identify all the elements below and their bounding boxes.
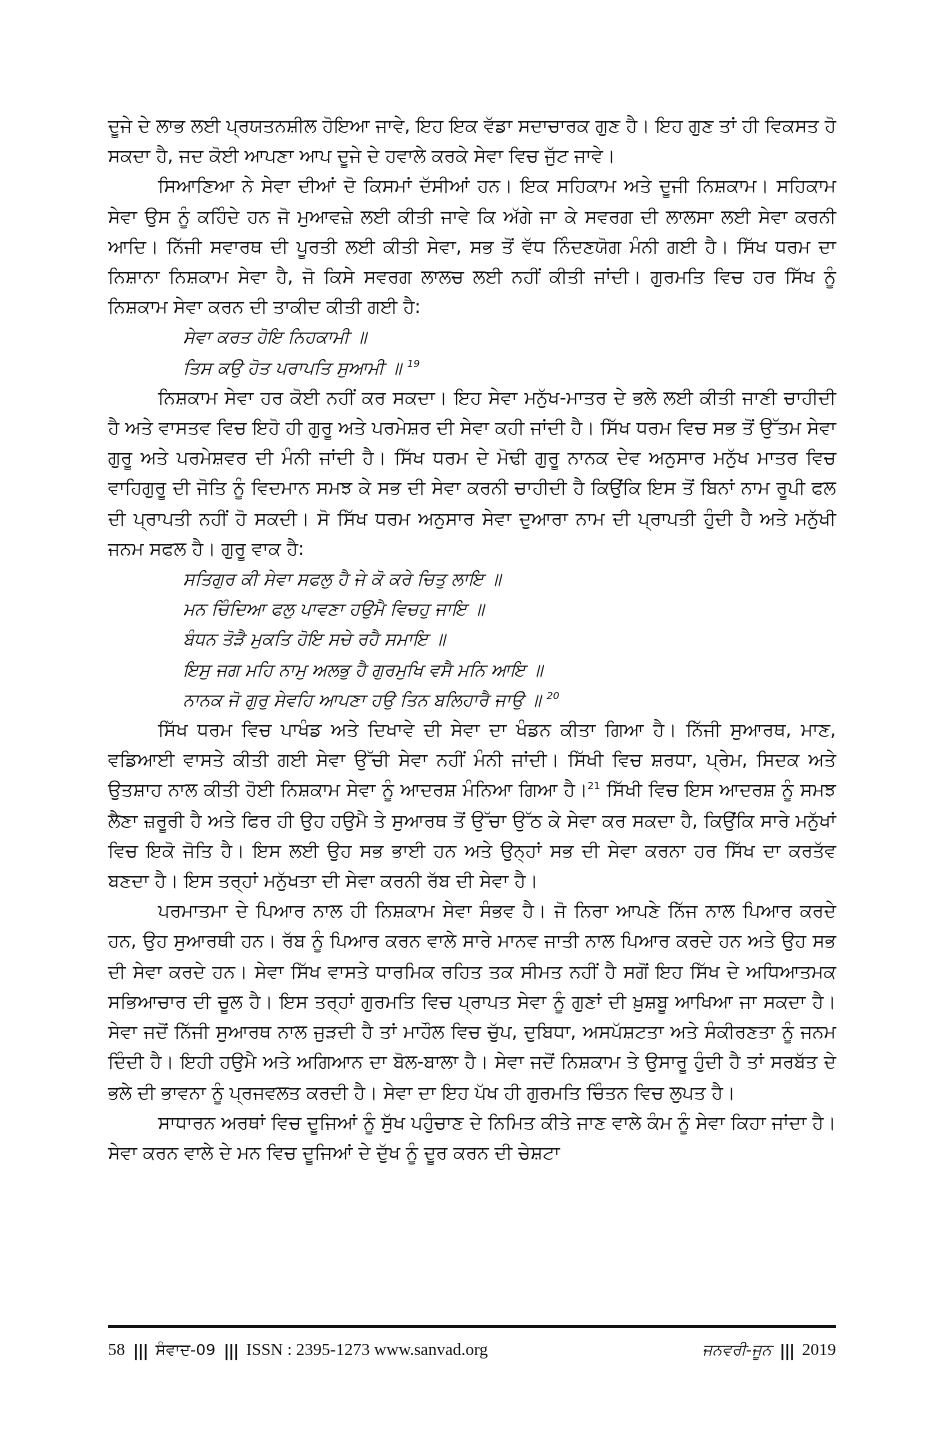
footnote-ref-19: 19 bbox=[407, 358, 420, 370]
issue-year: 2019 bbox=[802, 1340, 836, 1359]
footnote-ref-20: 20 bbox=[546, 691, 560, 702]
verse-text: ਨਾਨਕ ਜੋ ਗੁਰੁ ਸੇਵਹਿ ਆਪਣਾ ਹਉ ਤਿਨ ਬਲਿਹਾਰੈ ਜਾਉ ॥ bbox=[183, 690, 541, 711]
paragraph-1: ਦੂਜੇ ਦੇ ਲਾਭ ਲਈ ਪ੍ਰਯਤਨਸ਼ੀਲ ਹੋਇਆ ਜਾਵੇ, ਇਹ ਇਕ ਵੱਡਾ ਸਦਾਚਾਰਕ ਗੁਣ ਹੈ। ਇਹ ਗੁਣ ਤਾਂ ਹੀ ਵਿਕਸਤ ਹੋ ਸਕਦਾ ਹੈ, ਜਦ ਕੋਈ ਆਪਣਾ ਆਪ ਦੂਜੇ ਦੇ ਹਵਾਲੇ ਕਰਕੇ ਸੇਵਾ ਵਿਚ ਜੁੱਟ ਜਾਵੇ। bbox=[108, 116, 836, 168]
verse-line: ਇਸੁ ਜਗ ਮਹਿ ਨਾਮੁ ਅਲਭੁ ਹੈ ਗੁਰਮੁਖਿ ਵਸੈ ਮਨਿ ਆਇ ॥ bbox=[183, 660, 543, 681]
verse-text: ਤਿਸ ਕਉ ਹੋਤ ਪਰਾਪਤਿ ਸੁਆਮੀ ॥ bbox=[183, 358, 402, 379]
footnote-ref-21: 21 bbox=[587, 781, 601, 793]
verse-line-with-note bbox=[108, 354, 836, 384]
verse-line: ਸਤਿਗੁਰ ਕੀ ਸੇਵਾ ਸਫਲੁ ਹੈ ਜੇ ਕੋ ਕਰੇ ਚਿਤੁ ਲਾਇ ॥ bbox=[183, 570, 501, 591]
page-number: 58 bbox=[108, 1340, 125, 1359]
separator-bars: ||| bbox=[223, 1340, 239, 1360]
verse-line-with-note bbox=[108, 686, 836, 716]
verse-line: ਸੇਵਾ ਕਰਤ ਹੋਇ ਨਿਹਕਾਮੀ ॥ bbox=[183, 328, 367, 349]
quote-block-1 bbox=[108, 323, 836, 383]
paragraph-2: ਸਿਆਣਿਆ ਨੇ ਸੇਵਾ ਦੀਆਂ ਦੋ ਕਿਸਮਾਂ ਦੱਸੀਆਂ ਹਨ। ਇਕ ਸਹਿਕਾਮ ਅਤੇ ਦੂਜੀ ਨਿਸ਼ਕਾਮ। ਸਹਿਕਾਮ ਸੇਵਾ ਉਸ ਨੂੰ ਕਹਿੰਦੇ ਹਨ ਜੋ ਮੁਆਵਜ਼ੇ ਲਈ ਕੀਤੀ ਜਾਵੇ ਕਿ ਅੱਗੇ ਜਾ ਕੇ ਸਵਰਗ ਦੀ ਲਾਲਸਾ ਲਈ ਸੇਵਾ ਕਰਨੀ ਆਦਿ। ਨਿੱਜੀ ਸਵਾਰਥ ਦੀ ਪੂਰਤੀ ਲਈ ਕੀਤੀ ਸੇਵਾ, ਸਭ ਤੋਂ ਵੱਧ ਨਿੰਦਣਯੋਗ ਮੰਨੀ ਗਈ ਹੈ। ਸਿੱਖ ਧਰਮ ਦਾ ਨਿਸ਼ਾਨਾ ਨਿਸ਼ਕਾਮ ਸੇਵਾ ਹੈ, ਜੋ ਕਿਸੇ ਸਵਰਗ ਲਾਲਚ ਲਈ ਨਹੀਂ ਕੀਤੀ ਜਾਂਦੀ। ਗੁਰਮਤਿ ਵਿਚ ਹਰ ਸਿੱਖ ਨੂੰ ਨਿਸ਼ਕਾਮ ਸੇਵਾ ਕਰਨ ਦੀ ਤਾਕੀਦ ਕੀਤੀ ਗਈ ਹੈ: bbox=[108, 176, 836, 319]
paragraph-3: ਨਿਸ਼ਕਾਮ ਸੇਵਾ ਹਰ ਕੋਈ ਨਹੀਂ ਕਰ ਸਕਦਾ। ਇਹ ਸੇਵਾ ਮਨੁੱਖ-ਮਾਤਰ ਦੇ ਭਲੇ ਲਈ ਕੀਤੀ ਜਾਣੀ ਚਾਹੀਦੀ ਹੈ ਅਤੇ ਵਾਸਤਵ ਵਿਚ ਇਹੋ ਹੀ ਗੁਰੂ ਅਤੇ ਪਰਮੇਸ਼ਰ ਦੀ ਸੇਵਾ ਕਹੀ ਜਾਂਦੀ ਹੈ। ਸਿੱਖ ਧਰਮ ਵਿਚ ਸਭ ਤੋਂ ਉੱਤਮ ਸੇਵਾ ਗੁਰੂ ਅਤੇ ਪਰਮੇਸ਼ਵਰ ਦੀ ਮੰਨੀ ਜਾਂਦੀ ਹੈ। ਸਿੱਖ ਧਰਮ ਦੇ ਮੋਢੀ ਗੁਰੂ ਨਾਨਕ ਦੇਵ ਅਨੁਸਾਰ ਮਨੁੱਖ ਮਾਤਰ ਵਿਚ ਵਾਹਿਗੁਰੂ ਦੀ ਜੋਤਿ ਨੂੰ ਵਿਦਮਾਨ ਸਮਝ ਕੇ ਸਭ ਦੀ ਸੇਵਾ ਕਰਨੀ ਚਾਹੀਦੀ ਹੈ ਕਿਉਂਕਿ ਇਸ ਤੋਂ ਬਿਨਾਂ ਨਾਮ ਰੂਪੀ ਫਲ ਦੀ ਪ੍ਰਾਪਤੀ ਨਹੀਂ ਹੋ ਸਕਦੀ। ਸੋ ਸਿੱਖ ਧਰਮ ਅਨੁਸਾਰ ਸੇਵਾ ਦੁਆਰਾ ਨਾਮ ਦੀ ਪ੍ਰਾਪਤੀ ਹੁੰਦੀ ਹੈ ਅਤੇ ਮਨੁੱਖੀ ਜਨਮ ਸਫਲ ਹੈ। ਗੁਰੂ ਵਾਕ ਹੈ: bbox=[108, 387, 836, 560]
paragraph-4 bbox=[108, 716, 836, 897]
separator-bars: ||| bbox=[133, 1340, 148, 1360]
issue-period: ਜਨਵਰੀ-ਜੂਨ bbox=[702, 1340, 772, 1359]
article-body bbox=[108, 112, 836, 1169]
verse-line: ਬੰਧਨ ਤੋੜੈ ਮੁਕਤਿ ਹੋਇ ਸਚੇ ਰਹੈ ਸਮਾਇ ॥ bbox=[183, 630, 446, 651]
paragraph-4-part-b: ਸਿੱਖੀ ਵਿਚ ਇਸ ਆਦਰਸ਼ ਨੂੰ ਸਮਝ ਲੈਣਾ ਜ਼ਰੂਰੀ ਹੈ ਅਤੇ ਫਿਰ ਹੀ ਉਹ ਹਉਮੈ ਤੇ ਸੁਆਰਥ ਤੋਂ ਉੱਚਾ ਉੱਠ ਕੇ ਸੇਵਾ ਕਰ ਸਕਦਾ ਹੈ, ਕਿਉਂਕਿ ਸਾਰੇ ਮਨੁੱਖਾਂ ਵਿਚ ਇਕੋ ਜੋਤਿ ਹੈ। ਇਸ ਲਈ ਉਹ ਸਭ ਭਾਈ ਹਨ ਅਤੇ ਉਨ੍ਹਾਂ ਸਭ ਦੀ ਸੇਵਾ ਕਰਨਾ ਹਰ ਸਿੱਖ ਦਾ ਕਰਤੱਵ ਬਣਦਾ ਹੈ। ਇਸ ਤਰ੍ਹਾਂ ਮਨੁੱਖਤਾ ਦੀ ਸੇਵਾ ਕਰਨੀ ਰੱਬ ਦੀ ਸੇਵਾ ਹੈ। bbox=[108, 780, 836, 893]
quote-block-2 bbox=[108, 565, 836, 716]
page-footer bbox=[108, 1325, 836, 1360]
issn-and-website: ISSN : 2395-1273 www.sanvad.org bbox=[246, 1340, 488, 1359]
separator-bars: ||| bbox=[779, 1340, 794, 1360]
paragraph-4-part-a: ਸਿੱਖ ਧਰਮ ਵਿਚ ਪਾਖੰਡ ਅਤੇ ਦਿਖਾਵੇ ਦੀ ਸੇਵਾ ਦਾ ਖੰਡਨ ਕੀਤਾ ਗਿਆ ਹੈ। ਨਿੱਜੀ ਸੁਆਰਥ, ਮਾਣ, ਵਡਿਆਈ ਵਾਸਤੇ ਕੀਤੀ ਗਈ ਸੇਵਾ ਉੱਚੀ ਸੇਵਾ ਨਹੀਂ ਮੰਨੀ ਜਾਂਦੀ। ਸਿੱਖੀ ਵਿਚ ਸ਼ਰਧਾ, ਪ੍ਰੇਮ, ਸਿਦਕ ਅਤੇ ਉਤਸ਼ਾਹ ਨਾਲ ਕੀਤੀ ਹੋਈ ਨਿਸ਼ਕਾਮ ਸੇਵਾ ਨੂੰ ਆਦਰਸ਼ ਮੰਨਿਆ ਗਿਆ ਹੈ। bbox=[108, 720, 836, 802]
journal-name: ਸੰਵਾਦ-09 bbox=[155, 1340, 216, 1359]
paragraph-5: ਪਰਮਾਤਮਾ ਦੇ ਪਿਆਰ ਨਾਲ ਹੀ ਨਿਸ਼ਕਾਮ ਸੇਵਾ ਸੰਭਵ ਹੈ। ਜੋ ਨਿਰਾ ਆਪਣੇ ਨਿੱਜ ਨਾਲ ਪਿਆਰ ਕਰਦੇ ਹਨ, ਉਹ ਸੁਆਰਥੀ ਹਨ। ਰੱਬ ਨੂੰ ਪਿਆਰ ਕਰਨ ਵਾਲੇ ਸਾਰੇ ਮਾਨਵ ਜਾਤੀ ਨਾਲ ਪਿਆਰ ਕਰਦੇ ਹਨ ਅਤੇ ਉਹ ਸਭ ਦੀ ਸੇਵਾ ਕਰਦੇ ਹਨ। ਸੇਵਾ ਸਿੱਖ ਵਾਸਤੇ ਧਾਰਮਿਕ ਰਹਿਤ ਤਕ ਸੀਮਤ ਨਹੀਂ ਹੈ ਸਗੋਂ ਇਹ ਸਿੱਖ ਦੇ ਅਧਿਆਤਮਕ ਸਭਿਆਚਾਰ ਦੀ ਚੂਲ ਹੈ। ਇਸ ਤਰ੍ਹਾਂ ਗੁਰਮਤਿ ਵਿਚ ਪ੍ਰਾਪਤ ਸੇਵਾ ਨੂੰ ਗੁਣਾਂ ਦੀ ਖ਼ੁਸ਼ਬੂ ਆਖਿਆ ਜਾ ਸਕਦਾ ਹੈ। ਸੇਵਾ ਜਦੋਂ ਨਿੱਜੀ ਸੁਆਰਥ ਨਾਲ ਜੁੜਦੀ ਹੈ ਤਾਂ ਮਾਹੌਲ ਵਿਚ ਚੁੱਪ, ਦੁਬਿਧਾ, ਅਸਪੱਸ਼ਟਤਾ ਅਤੇ ਸੰਕੀਰਣਤਾ ਨੂੰ ਜਨਮ ਦਿੰਦੀ ਹੈ। ਇਹੀ ਹਉਮੈ ਅਤੇ ਅਗਿਆਨ ਦਾ ਬੋਲ-ਬਾਲਾ ਹੈ। ਸੇਵਾ ਜਦੋਂ ਨਿਸ਼ਕਾਮ ਤੇ ਉਸਾਰੂ ਹੁੰਦੀ ਹੈ ਤਾਂ ਸਰਬੱਤ ਦੇ ਭਲੇ ਦੀ ਭਾਵਨਾ ਨੂੰ ਪ੍ਰਜਵਲਤ ਕਰਦੀ ਹੈ। ਸੇਵਾ ਦਾ ਇਹ ਪੱਖ ਹੀ ਗੁਰਮਤਿ ਚਿੰਤਨ ਵਿਚ ਲੁਪਤ ਹੈ। bbox=[108, 901, 836, 1104]
verse-line: ਮਨ ਚਿੰਦਿਆ ਫਲੁ ਪਾਵਣਾ ਹਉਮੈ ਵਿਚਹੁ ਜਾਇ ॥ bbox=[183, 600, 485, 621]
paragraph-6: ਸਾਧਾਰਨ ਅਰਥਾਂ ਵਿਚ ਦੂਜਿਆਂ ਨੂੰ ਸੁੱਖ ਪਹੁੰਚਾਣ ਦੇ ਨਿਮਿਤ ਕੀਤੇ ਜਾਣ ਵਾਲੇ ਕੰਮ ਨੂੰ ਸੇਵਾ ਕਿਹਾ ਜਾਂਦਾ ਹੈ। ਸੇਵਾ ਕਰਨ ਵਾਲੇ ਦੇ ਮਨ ਵਿਚ ਦੂਜਿਆਂ ਦੇ ਦੁੱਖ ਨੂੰ ਦੂਰ ਕਰਨ ਦੀ ਚੇਸ਼ਟਾ bbox=[108, 1112, 836, 1164]
